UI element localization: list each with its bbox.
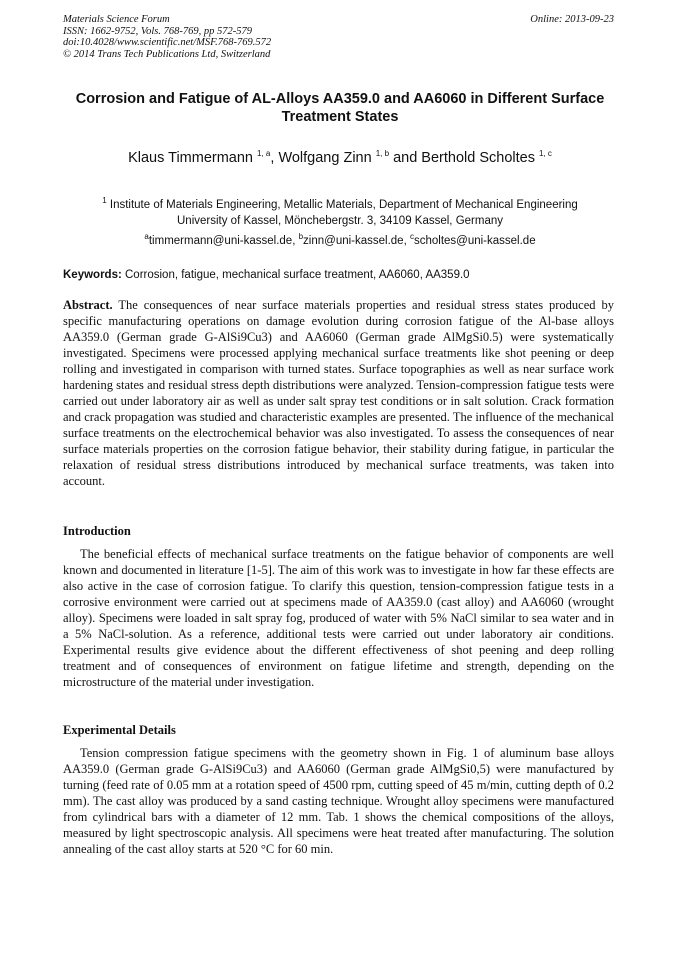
- keywords: [63, 269, 623, 281]
- email-link[interactable]: zinn@uni-kassel.de,: [303, 235, 410, 247]
- author-name: Klaus Timmermann: [128, 150, 253, 166]
- author-affil-mark: 1, b: [375, 149, 390, 159]
- email-mark: c: [409, 232, 414, 242]
- email-mark: b: [298, 232, 304, 242]
- affiliation-mark: 1: [102, 196, 107, 206]
- author-name: Berthold Scholtes: [421, 150, 535, 166]
- introduction-paragraph: The beneficial effects of mechanical surface treatments on the fatigue behavior of components are well known and documented in literature [1-5]. The aim of this work was to investigate in how far these effects are also active in the case of corrosion fatigue. To clarify this question, tension-compression fatigue tests in a corrosive environment were carried out at specimens made of AA359.0 (cast alloy) and AA6060 (wrought alloy). Specimens were loaded in salt spray fog, produced of water with 5% NaCl similar to sea water and in a 5% NaCl-solution. As a reference, additional tests were carried out under laboratory air conditions. Experimental results give evidence about the different effectiveness of shot peening and deep rolling treatment and of consequences of environment on fatigue lifetime and strength, depending on the microstructure of the material under investigation.: [63, 547, 614, 689]
- author-affil-mark: 1, c: [538, 149, 552, 159]
- keywords-text: Corrosion, fatigue, mechanical surface treatment, AA6060, AA359.0: [125, 269, 470, 281]
- keywords-label: Keywords:: [63, 269, 122, 281]
- author-list: [40, 150, 640, 166]
- experimental-paragraph: Tension compression fatigue specimens with the geometry shown in Fig. 1 of aluminum base alloys AA359.0 (German grade G-AlSi9Cu3) and AA6060 (German grade AlMgSi0,5) were manufactured by turning (feed rate of 0.05 mm at a rotation speed of 4500 rpm, cutting speed of 45 m/min, cutting depth of 0.2 mm). The cast alloy was produced by a sand casting technique. Wrought alloy specimens were manufactured from cylindrical bars with a diameter of 12 mm. Tab. 1 shows the chemical compositions of the alloys, measured by light spectroscopic analysis. All specimens were heat treated after manufacturing. The solution annealing of the cast alloy starts at 520 °C for 60 min.: [63, 746, 614, 856]
- email-link[interactable]: timmermann@uni-kassel.de,: [148, 235, 299, 247]
- section-heading-experimental: Experimental Details: [63, 723, 176, 737]
- author-separator: ,: [270, 150, 279, 166]
- section-heading-introduction: Introduction: [63, 524, 131, 538]
- email-link[interactable]: scholtes@uni-kassel.de: [413, 235, 536, 247]
- author-affil-mark: 1, a: [257, 149, 271, 159]
- copyright-line: © 2014 Trans Tech Publications Ltd, Switzerland: [63, 48, 271, 60]
- email-list: [60, 232, 620, 247]
- abstract-text: The consequences of near surface materials properties and residual stress states produced by specific manufacturing operations on damage evolution during corrosion fatigue of the Al-base alloys AA359.0 (German grade G-AlSi9Cu3) and AA6060 (German grade AlMgSi0.5) were systematically investigated. Specimens were processed applying mechanical surface treatments like shot peening or deep rolling and investigated in comparison with turned states. Surface topographies as well as near surface work hardening states and residual stress depth distributions were analyzed. Tension-compression fatigue tests were carried out under laboratory air as well as under salt spray test conditions or in salt solution. Crack formation and crack propagation was studied and characteristic examples are presented. The influence of the mechanical surface treatments on the electrochemical behavior was also investigated. To assess the consequences of near surface materials properties on the corrosion fatigue behavior, their stability during fatigue, in particular the relaxation of residual stress distributions introduced by mechanical surface treatments, was taken into account.: [63, 298, 614, 488]
- issn-line: ISSN: 1662-9752, Vols. 768-769, pp 572-579: [63, 25, 252, 37]
- author-separator: and: [389, 150, 422, 166]
- journal-name: Materials Science Forum: [63, 14, 170, 25]
- email-mark: a: [144, 232, 149, 242]
- doi-line: doi:10.4028/www.scientific.net/MSF.768-769.572: [63, 37, 272, 49]
- affiliation-line-1: Institute of Materials Engineering, Metallic Materials, Department of Mechanical Engineering: [109, 199, 578, 211]
- affiliation: [60, 197, 620, 229]
- online-date: Online: 2013-09-23: [530, 14, 614, 25]
- affiliation-line-2: University of Kassel, Mönchebergstr. 3, 34109 Kassel, Germany: [177, 215, 503, 227]
- journal-header: [63, 14, 271, 60]
- author-name: Wolfgang Zinn: [278, 150, 372, 166]
- abstract-label: Abstract.: [63, 298, 113, 312]
- abstract: [63, 297, 614, 489]
- paper-title: Corrosion and Fatigue of AL-Alloys AA359.0 and AA6060 in Different Surface Treatment States: [75, 91, 605, 125]
